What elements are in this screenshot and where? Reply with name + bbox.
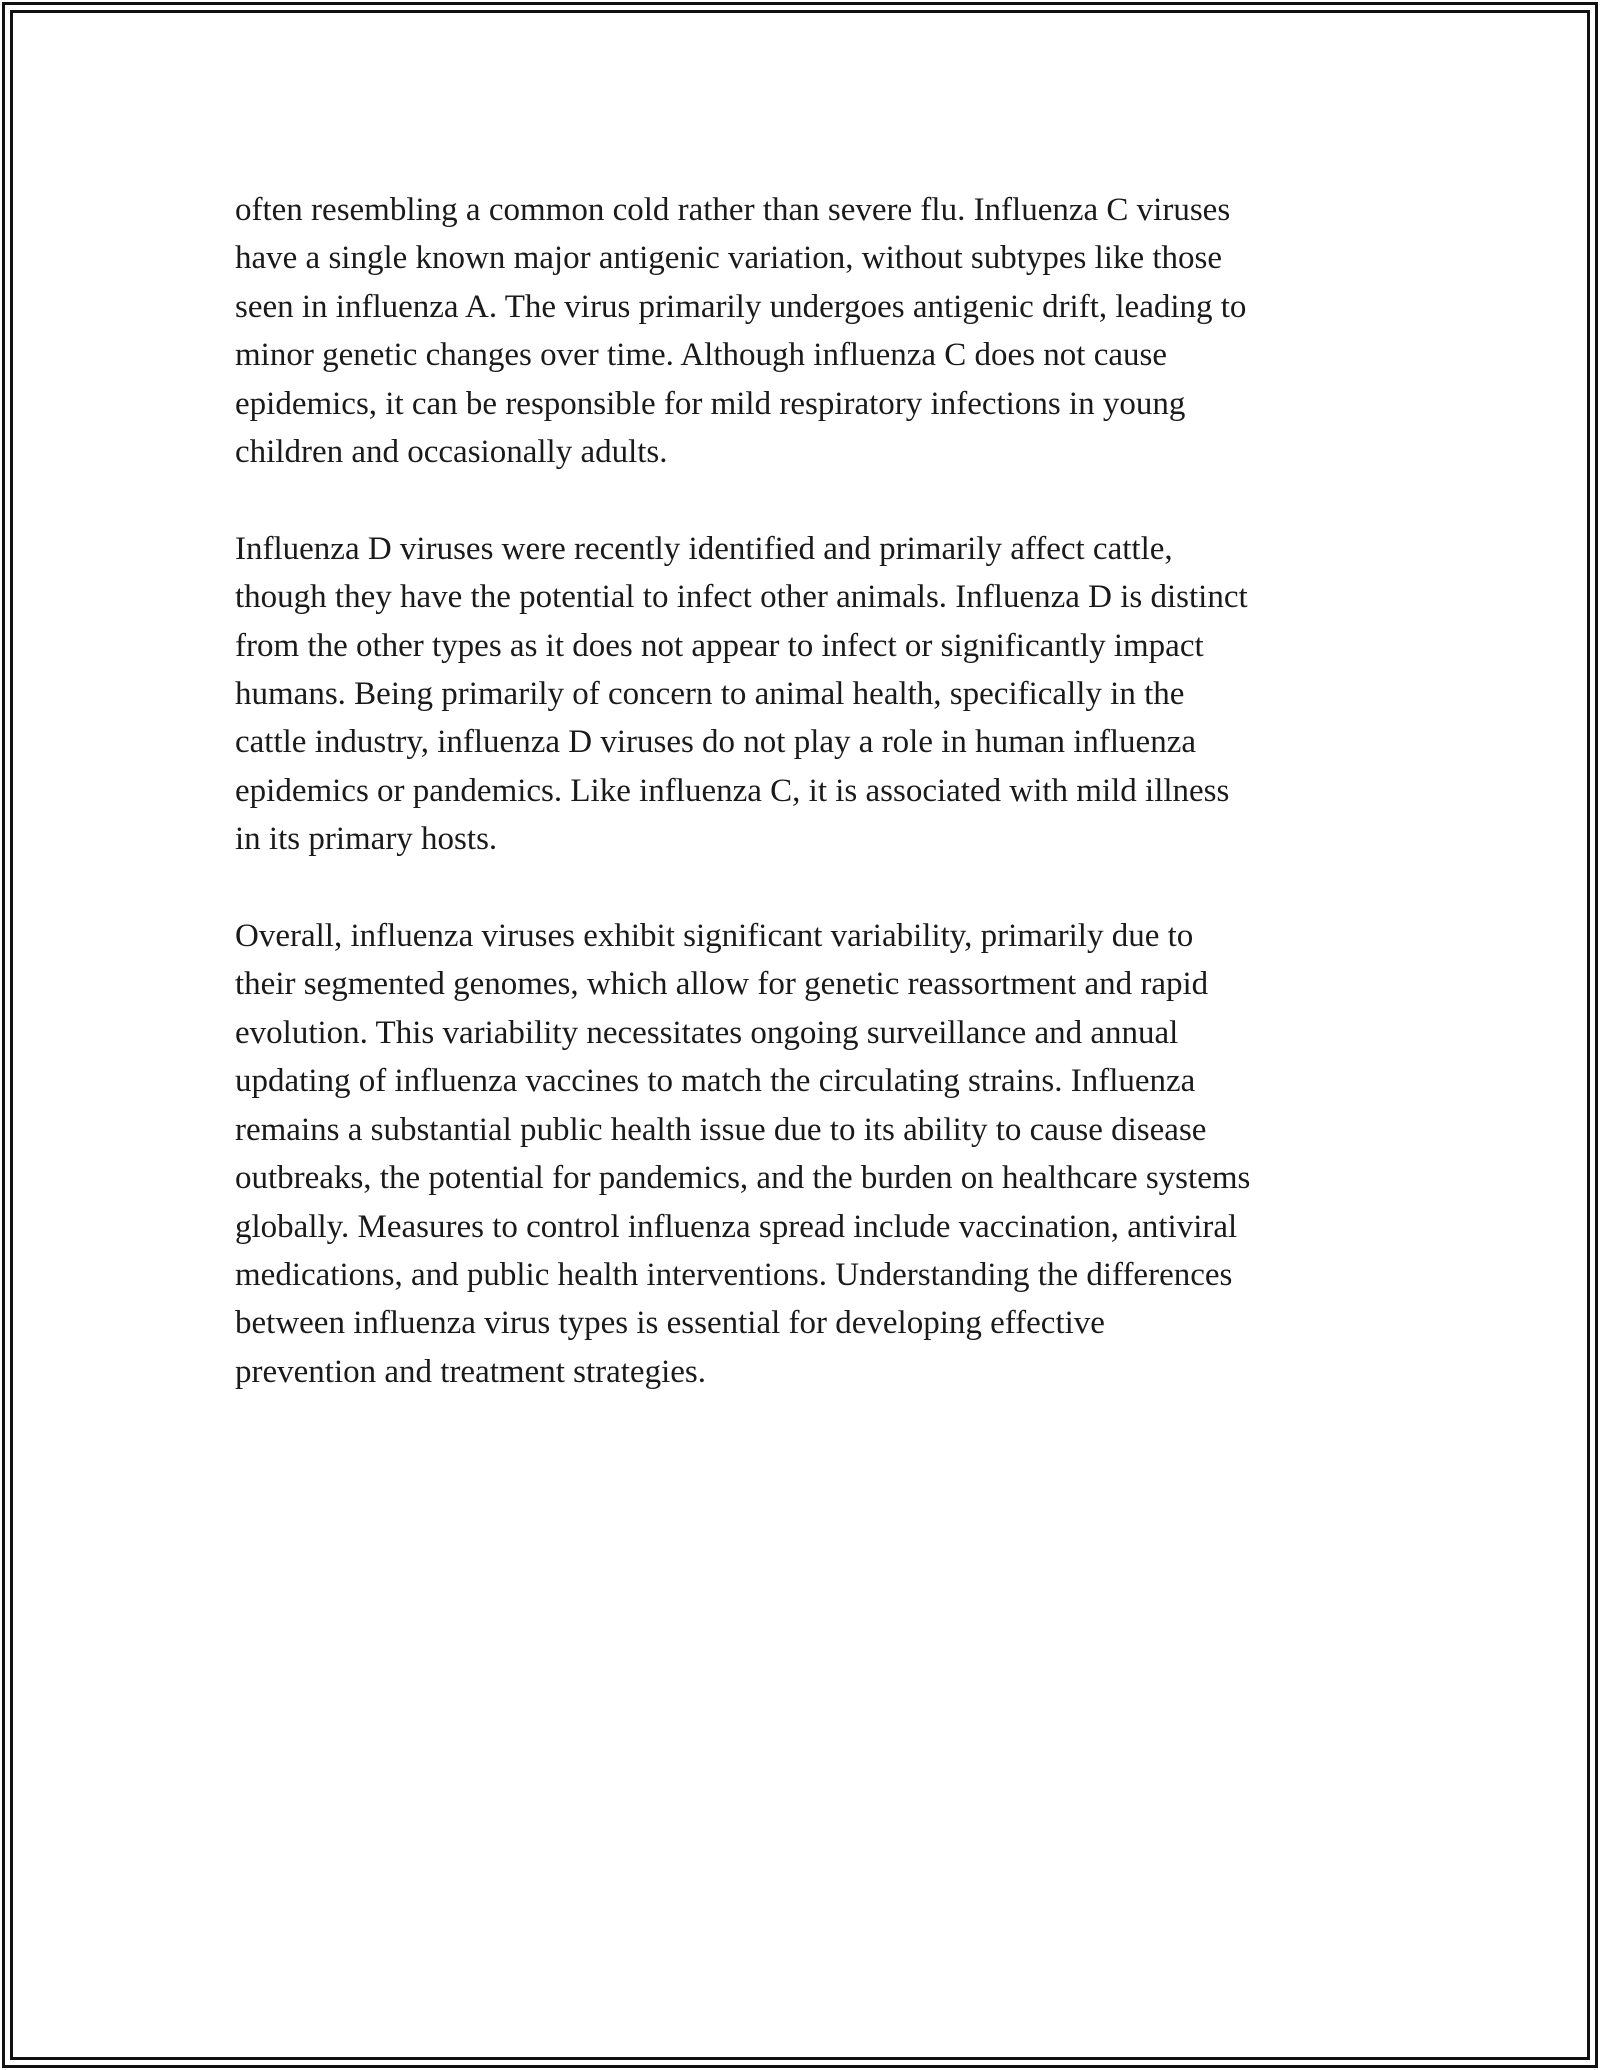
text-line: often resembling a common cold rather than severe flu. Influenza C viruses	[235, 192, 1231, 228]
text-line: prevention and treatment strategies.	[235, 1353, 706, 1390]
text-line: though they have the potential to infect other animals. Influenza D is distinct	[235, 579, 1248, 616]
text-line: their segmented genomes, which allow for genetic reassortment and rapid	[235, 966, 1209, 1003]
text-line: in its primary hosts.	[235, 821, 498, 858]
text-line: outbreaks, the potential for pandemics, and the burden on healthcare systems	[235, 1160, 1251, 1197]
text-line: seen in influenza A. The virus primarily undergoes antigenic drift, leading to	[235, 288, 1247, 325]
text-line: medications, and public health interventions. Understanding the differences	[235, 1256, 1233, 1293]
text-line: epidemics or pandemics. Like influenza C, it is associated with mild illness	[235, 772, 1230, 809]
text-line: between influenza virus types is essential for developing effective	[235, 1305, 1105, 1342]
text-line: have a single known major antigenic variation, without subtypes like those	[235, 240, 1223, 277]
text-line: from the other types as it does not appear to infect or significantly impact	[235, 627, 1204, 664]
document-body	[235, 186, 1375, 1445]
paragraph-influenza-c	[235, 186, 1375, 476]
text-line: epidemics, it can be responsible for mild respiratory infections in young	[235, 385, 1186, 422]
text-line: evolution. This variability necessitates ongoing surveillance and annual	[235, 1014, 1179, 1051]
text-line: minor genetic changes over time. Although influenza C does not cause	[235, 337, 1167, 374]
text-line: globally. Measures to control influenza spread include vaccination, antiviral	[235, 1208, 1238, 1245]
text-line: humans. Being primarily of concern to animal health, specifically in the	[235, 676, 1185, 713]
text-line: children and occasionally adults.	[235, 434, 668, 471]
paragraph-overall	[235, 912, 1375, 1396]
text-line: cattle industry, influenza D viruses do not play a role in human influenza	[235, 724, 1196, 761]
paragraph-influenza-d	[235, 525, 1375, 864]
text-line: updating of influenza vaccines to match the circulating strains. Influenza	[235, 1063, 1196, 1100]
text-line: Overall, influenza viruses exhibit significant variability, primarily due to	[235, 918, 1194, 955]
text-line: Influenza D viruses were recently identified and primarily affect cattle,	[235, 530, 1173, 567]
text-line: remains a substantial public health issue due to its ability to cause disease	[235, 1111, 1207, 1148]
